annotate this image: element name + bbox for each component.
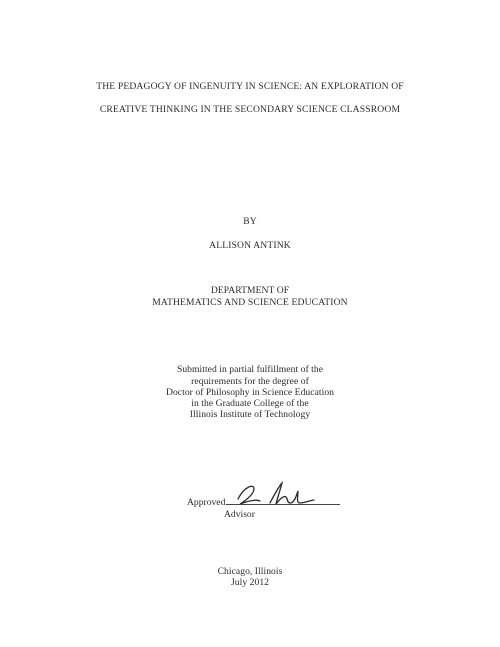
advisor-label: Advisor	[224, 509, 255, 520]
submission-line-1: Submitted in partial fulfillment of the	[176, 364, 324, 375]
thesis-title-line-1: THE PEDAGOGY OF INGENUITY IN SCIENCE: AN EXPLORATION OF	[96, 81, 404, 92]
thesis-title-line-2: CREATIVE THINKING IN THE SECONDARY SCIENCE CLASSROOM	[99, 104, 401, 115]
author-name: ALLISON ANTINK	[209, 240, 291, 251]
signature-line	[226, 504, 340, 505]
location: Chicago, Illinois	[217, 566, 283, 577]
date: July 2012	[230, 577, 270, 588]
submission-line-3: Doctor of Philosophy in Science Education	[165, 387, 335, 398]
submission-line-5: Illinois Institute of Technology	[189, 409, 311, 420]
submission-line-4: in the Graduate College of the	[191, 398, 309, 409]
department-line-1: DEPARTMENT OF	[210, 285, 290, 296]
by-label: BY	[243, 216, 257, 227]
department-line-2: MATHEMATICS AND SCIENCE EDUCATION	[152, 297, 348, 308]
submission-line-2: requirements for the degree of	[191, 376, 309, 387]
approved-label: Approved	[187, 497, 226, 508]
